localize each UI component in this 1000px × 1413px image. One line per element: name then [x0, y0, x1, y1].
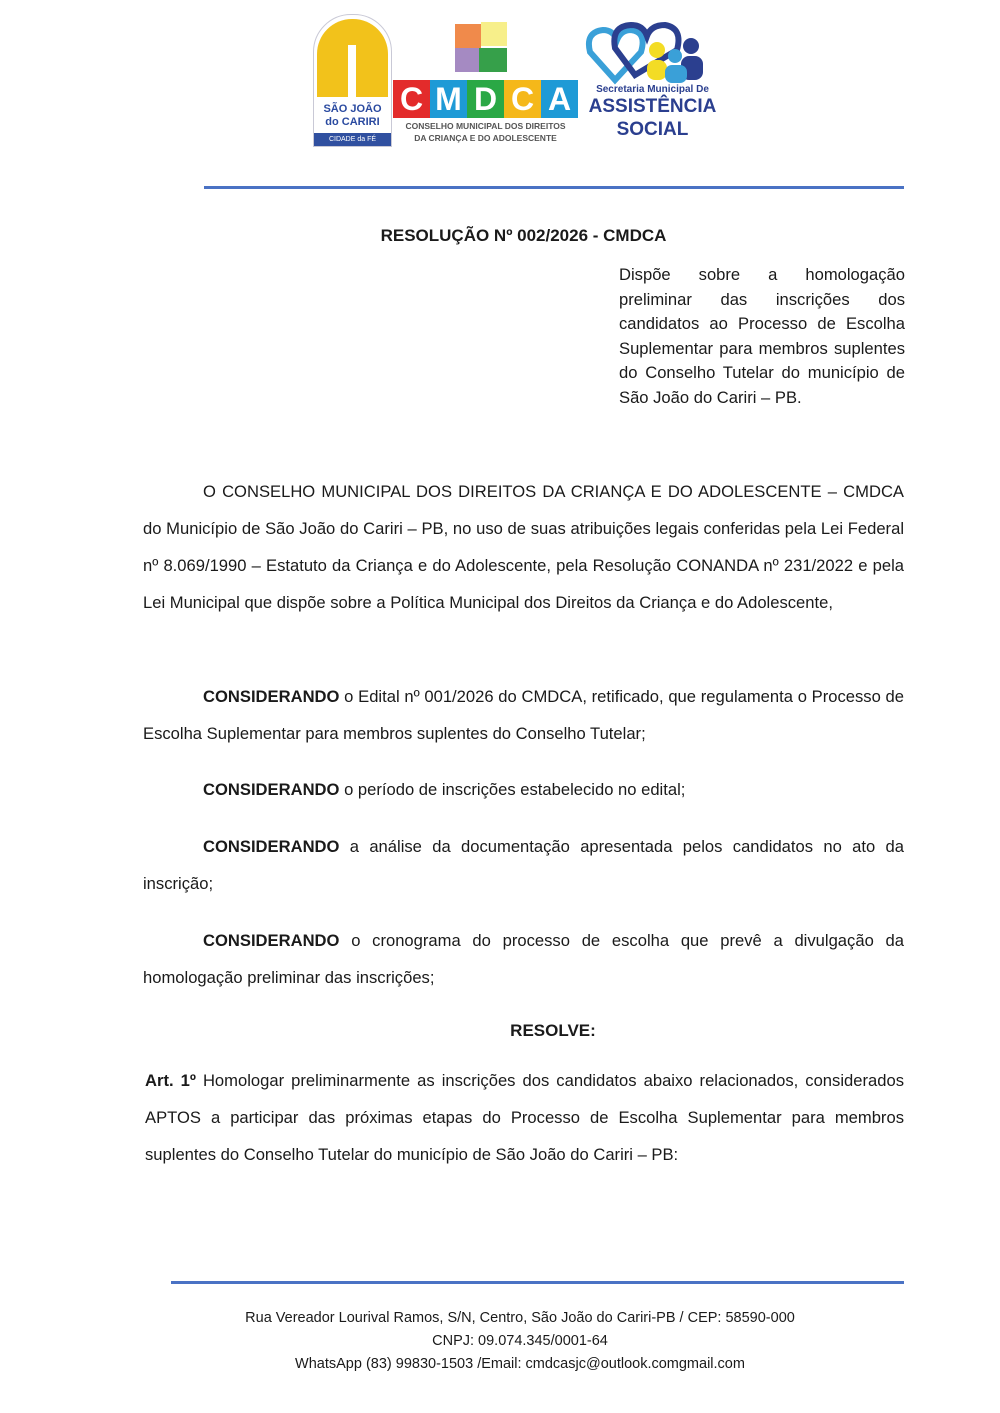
preamble-text: O CONSELHO MUNICIPAL DOS DIREITOS DA CRIANÇA E DO ADOLESCENTE – CMDCA do Município de São João do Cariri – PB, no uso de suas atribuições legais conferidas pela Lei Federal nº 8.069/1990 – Estatuto da Criança e do Adolescente, pela Resolução CONANDA nº 231/2022 e pela Lei Municipal que dispõe sobre a Política Municipal dos Direitos da Criança e do Adolescente,: [143, 482, 904, 612]
footer-cnpj: CNPJ: 09.074.345/0001-64: [432, 1333, 608, 1349]
footer-divider: [171, 1281, 904, 1284]
considerando-1: [143, 678, 904, 752]
cmdca-subtitle-1: CONSELHO MUNICIPAL DOS DIREITOS: [405, 121, 566, 131]
resolve-heading: RESOLVE:: [510, 1021, 596, 1040]
logo-sao-joao-do-cariri: [313, 14, 392, 147]
cmdca-subtitle-2: DA CRIANÇA E DO ADOLESCENTE: [414, 133, 557, 143]
logo-sjc-tagline: CIDADE da FÉ: [314, 133, 391, 146]
considerando-text: o cronograma do processo de escolha que prevê a divulgação da homologação preliminar das inscrições;: [143, 931, 904, 987]
considerando-text: o período de inscrições estabelecido no edital;: [339, 780, 686, 799]
logo-cmdca: [393, 22, 578, 146]
social-line1: Secretaria Municipal De: [596, 84, 709, 95]
document-title: RESOLUÇÃO Nº 002/2026 - CMDCA: [380, 226, 667, 245]
considerando-2: [143, 771, 904, 808]
header-divider: [204, 186, 904, 189]
article-text: Homologar preliminarmente as inscrições dos candidatos abaixo relacionados, considerados APTOS a participar das próximas etapas do Processo de Escolha Suplementar para membros suplentes do Conselho Tutelar do município de São João do Cariri – PB:: [145, 1071, 904, 1164]
logo-sjc-line2: do CARIRI: [325, 116, 380, 128]
considerando-text: a análise da documentação apresentada pelos candidatos no ato da inscrição;: [143, 837, 904, 893]
footer-contact: WhatsApp (83) 99830-1503 /Email: cmdcasjc@outlook.comgmail.com: [295, 1356, 745, 1372]
cmdca-letter-m: M: [430, 80, 467, 118]
logo-assistencia-social: [585, 20, 720, 144]
logo-sjc-line1: SÃO JOÃO: [323, 103, 382, 115]
considerando-4: [143, 922, 904, 996]
document-summary: Dispõe sobre a homologação preliminar das inscrições dos candidatos ao Processo de Escolha Suplementar para membros suplentes do Conselho Tutelar do município de São João do Cariri – PB.: [619, 265, 905, 407]
cmdca-letter-c: C: [393, 80, 430, 118]
article-1: [145, 1062, 904, 1173]
considerando-label: CONSIDERANDO: [203, 931, 340, 950]
considerando-text: o Edital nº 001/2026 do CMDCA, retificado, que regulamenta o Processo de Escolha Suplementar para membros suplentes do Conselho Tutelar;: [143, 687, 904, 743]
considerando-3: [143, 828, 904, 902]
considerando-label: CONSIDERANDO: [203, 780, 340, 799]
footer-address: Rua Vereador Lourival Ramos, S/N, Centro, São João do Cariri-PB / CEP: 58590-000: [245, 1310, 795, 1326]
cmdca-letter-c2: C: [504, 80, 541, 118]
heart-people-icon: [585, 20, 720, 86]
cmdca-letter-d: D: [467, 80, 504, 118]
article-label: Art. 1º: [145, 1071, 196, 1090]
social-line3: SOCIAL: [616, 119, 689, 140]
considerando-label: CONSIDERANDO: [203, 687, 340, 706]
considerando-label: CONSIDERANDO: [203, 837, 340, 856]
preamble: [143, 473, 904, 621]
social-line2: ASSISTÊNCIA: [588, 96, 717, 117]
cmdca-letter-a: A: [541, 80, 578, 118]
footer: [170, 1307, 870, 1376]
